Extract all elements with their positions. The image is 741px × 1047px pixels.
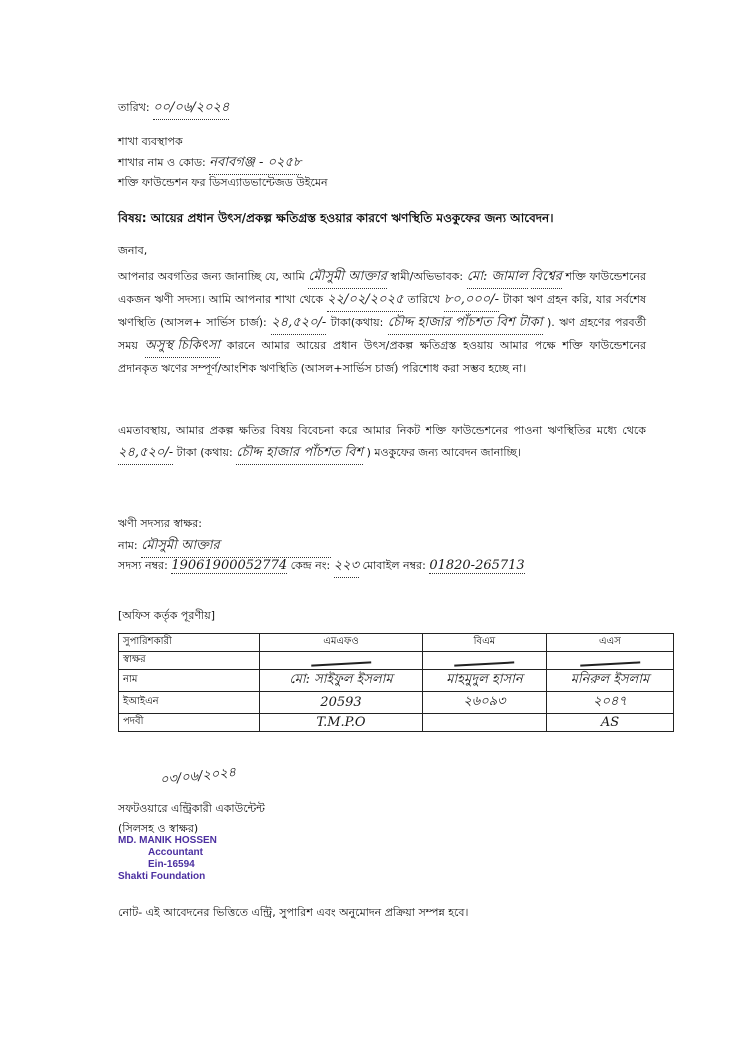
row-label: পদবী — [119, 714, 260, 732]
recipient-line3: শক্তি ফাউন্ডেশন ফর ডিসএ্যাডভান্টেজড উইমেন — [118, 176, 328, 189]
member-signature-label: ঋণী সদস্যর স্বাক্ষর: — [118, 517, 202, 530]
balance-words: চৌদ্দ হাজার পাঁচশত বিশ টাকা — [388, 312, 543, 335]
reason: অসুস্থ চিকিৎসা — [145, 335, 220, 358]
signature-mark — [311, 652, 371, 666]
stamp-line: Shakti Foundation — [118, 871, 206, 882]
signature-cell — [546, 652, 673, 670]
table-header-cell: বিএম — [422, 634, 546, 652]
table-row — [119, 670, 674, 692]
row-label: স্বাক্ষর — [119, 652, 260, 670]
p1-h: কারনে আমার আয়ের প্রধান উৎস/প্রকল্প ক্ষতিগ্রস্ত হওয়ায় আমার পক্ষে শক্তি ফাউন্ডেশনের প্রদানকৃত ঋণের সম্পূর্ণ/আংশিক ঋণস্থিতি (আসল+সার্ভিস চার্জ) পরিশোধ করা সম্ভব হচ্ছে না। — [118, 339, 646, 375]
member-id-line — [118, 556, 525, 578]
stamp-line: Accountant — [148, 847, 203, 858]
guardian-name-2: বিশ্বের — [531, 266, 562, 289]
body-paragraph-2 — [118, 420, 646, 465]
member-no-label: সদস্য নম্বর: — [118, 559, 168, 572]
branch-label: শাখার নাম ও কোড: — [118, 156, 206, 169]
loan-date: ২২/০২/২০২৫ — [327, 289, 403, 312]
table-cell — [422, 714, 546, 732]
table-header-cell: এমএফও — [260, 634, 423, 652]
guardian-name: মো: জামাল — [467, 266, 528, 289]
p2-a: এমতাবস্থায়, আমার প্রকল্প ক্ষতির বিষয় বিবেচনা করে আমার নিকট শক্তি ফাউন্ডেশনের পাওনা ঋণস্থিতির মধ্যে থেকে — [118, 424, 646, 437]
row-label: ইআইএন — [119, 692, 260, 714]
recipient-line1: শাখা ব্যবস্থাপক — [118, 135, 183, 148]
balance-amount: ২৪,৫২০/- — [271, 312, 326, 335]
signature-cell — [260, 652, 423, 670]
entry-date-handwritten: ০৩/০৬/২০২৪ — [159, 765, 237, 788]
branch-line — [118, 153, 301, 175]
table-cell: মো: সাইফুল ইসলাম — [260, 670, 423, 692]
table-row — [119, 652, 674, 670]
accountant-stamp — [118, 835, 217, 883]
table-cell: 20593 — [260, 692, 423, 714]
mobile-label: মোবাইল নম্বর: — [362, 559, 426, 572]
waive-words: চৌদ্দ হাজার পাঁচশত বিশ — [236, 442, 363, 465]
center-no: ২২৩ — [334, 556, 359, 578]
salutation: জনাব, — [118, 244, 148, 257]
p2-c: ) মওকুফের জন্য আবেদন জানাচ্ছি। — [366, 446, 521, 459]
member-no: 19061900052774 — [171, 558, 288, 573]
center-label: কেন্দ্র নং: — [290, 559, 331, 572]
mobile-number: 01820-265713 — [429, 558, 525, 573]
entry-line1: সফটওয়ারে এন্ট্রিকারী একাউন্টেন্ট — [118, 802, 265, 815]
p1-d: তারিখে — [407, 293, 440, 306]
table-cell: ২০৪৭ — [546, 692, 673, 714]
table-row — [119, 714, 674, 732]
table-cell: মনিরুল ইসলাম — [546, 670, 673, 692]
branch-value: নবাবগঞ্জ - ০২৫৮ — [209, 153, 301, 175]
signature-cell — [422, 652, 546, 670]
p1-b: স্বামী/অভিভাবক: — [390, 270, 464, 283]
table-cell: T.M.P.O — [260, 714, 423, 732]
table-header-cell: সুপারিশকারী — [119, 634, 260, 652]
p2-b: টাকা (কথায়: — [176, 446, 233, 459]
subject: বিষয়: আয়ের প্রধান উৎস/প্রকল্প ক্ষতিগ্রস্ত হওয়ার কারণে ঋণস্থিতি মওকুফের জন্য আবেদন। — [118, 211, 554, 225]
row-label: নাম — [119, 670, 260, 692]
signature-mark — [580, 652, 640, 666]
table-cell: AS — [546, 714, 673, 732]
stamp-line: MD. MANIK HOSSEN — [118, 835, 217, 846]
loan-amount: ৮০,০০০/- — [444, 289, 499, 312]
office-title: [অফিস কর্তৃক পূরণীয়] — [118, 609, 215, 622]
member-name-label: নাম: — [118, 539, 138, 552]
signature-mark — [454, 652, 514, 666]
table-row — [119, 692, 674, 714]
member-name-line — [118, 536, 331, 558]
table-header-row — [119, 634, 674, 652]
applicant-name: মৌসুমী আক্তার — [308, 266, 387, 289]
body-paragraph-1 — [118, 266, 646, 380]
p1-e: টাকা ঋণ গ্রহন করি, যার সর্বশেষ ঋণস্থিতি (আসল+ সার্ভিস চার্জ): — [118, 293, 647, 329]
date-value: ০০/০৬/২০২৪ — [153, 98, 229, 120]
table-header-cell: এএস — [546, 634, 673, 652]
office-table — [118, 633, 674, 732]
date-label: তারিখ: — [118, 101, 150, 114]
stamp-line: Ein-16594 — [148, 859, 195, 870]
table-cell: ২৬০৯৩ — [422, 692, 546, 714]
p1-c: শক্তি ফাউন্ডেশনের একজন ঋণী সদস্য। আমি আপনার শাখা থেকে — [118, 270, 646, 306]
p1-g: ). ঋণ গ্রহণের পরবর্তী সময় — [118, 316, 647, 352]
p1-a: আপনার অবগতির জন্য জানাচ্ছি যে, আমি — [118, 270, 305, 283]
date-line — [118, 98, 229, 120]
table-cell: মাহমুদুল হাসান — [422, 670, 546, 692]
waive-amount: ২৪,৫২০/- — [118, 442, 173, 465]
member-name-value: মৌসুমী আক্তার — [141, 536, 331, 558]
footer-note: নোট- এই আবেদনের ভিত্তিতে এন্ট্রি, সুপারিশ এবং অনুমোদন প্রক্রিয়া সম্পন্ন হবে। — [118, 906, 469, 919]
p1-f: টাকা(কথায়: — [330, 316, 384, 329]
entry-line2: (সিলসহ ও স্বাক্ষর) — [118, 822, 199, 835]
